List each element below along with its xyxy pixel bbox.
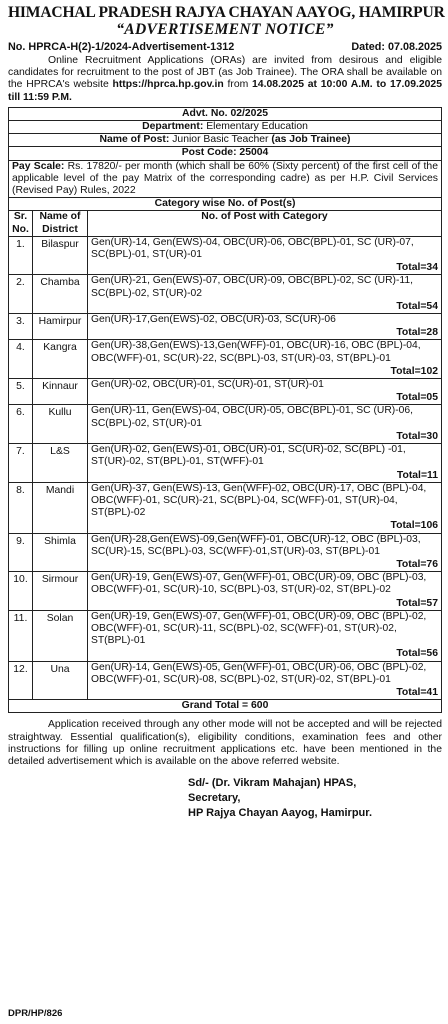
column-header-district: Name of District <box>33 211 88 236</box>
table-row <box>9 405 442 444</box>
row-categories: Gen(UR)-02, Gen(EWS)-01, OBC(UR)-01, SC(UR)-02, SC(BPL) -01, ST(UR)-02, ST(BPL)-01, ST(WFF)-01 <box>91 444 406 468</box>
row-posts-cell <box>88 661 442 700</box>
reference-number: No. HPRCA-H(2)-1/2024-Advertisement-1312 <box>8 41 235 53</box>
table-row <box>9 444 442 483</box>
row-district: Kinnaur <box>33 379 88 405</box>
column-header-posts: No. of Post with Category <box>88 211 442 236</box>
row-sr-number: 4. <box>9 340 33 379</box>
column-header-sr: Sr. No. <box>9 211 33 236</box>
row-sr-number: 8. <box>9 482 33 533</box>
row-categories: Gen(UR)-38,Gen(EWS)-13,Gen(WFF)-01, OBC(UR)-16, OBC (BPL)-04, OBC(WFF)-01, SC(UR)-22, SC(BPL)-03, ST(UR)-03, ST(BPL)-01 <box>91 340 421 364</box>
intro-text-from: from <box>223 79 253 91</box>
table-row <box>9 572 442 611</box>
advt-number-row <box>9 107 442 120</box>
intro-text: Online Recruitment Applications (ORAs) are invited from desirous and eligible candidates for recruitment to the post of JBT (as Job Trainee). The ORA shall be available on the HPRCA's website <box>8 55 442 91</box>
row-posts-cell <box>88 236 442 275</box>
row-posts-cell <box>88 379 442 405</box>
pay-scale-row <box>9 160 442 198</box>
row-district: Sirmour <box>33 572 88 611</box>
row-posts-cell <box>88 314 442 340</box>
table-row <box>9 379 442 405</box>
post-code: Post Code: 25004 <box>9 147 442 160</box>
post-suffix: (as Job Trainee) <box>271 134 351 146</box>
table-row <box>9 340 442 379</box>
row-categories: Gen(UR)-19, Gen(EWS)-07, Gen(WFF)-01, OBC(UR)-09, OBC (BPL)-03, OBC(WFF)-01, SC(UR)-10, SC(BPL)-03, ST(UR)-02, ST(BPL)-02 <box>91 572 427 596</box>
row-total: Total=57 <box>396 597 438 609</box>
department-value: Elementary Education <box>206 121 308 133</box>
signatory-name: Sd/- (Dr. Vikram Mahajan) HPAS, <box>188 777 357 790</box>
post-label: Name of Post: <box>99 134 173 146</box>
grand-total: Grand Total = 600 <box>9 700 442 713</box>
row-categories: Gen(UR)-28,Gen(EWS)-09,Gen(WFF)-01, OBC(UR)-12, OBC (BPL)-03, SC(UR)-15, SC(BPL)-03, SC(WFF)-01,ST(UR)-03, ST(BPL)-01 <box>91 533 421 557</box>
table-row <box>9 314 442 340</box>
post-code-row <box>9 147 442 160</box>
row-district: Mandi <box>33 482 88 533</box>
row-district: Bilaspur <box>33 236 88 275</box>
row-total: Total=102 <box>390 365 438 377</box>
post-name-row <box>9 134 442 147</box>
row-categories: Gen(UR)-11, Gen(EWS)-04, OBC(UR)-05, OBC(BPL)-01, SC (UR)-06, SC(BPL)-02, ST(UR)-01 <box>91 405 413 429</box>
row-sr-number: 1. <box>9 236 33 275</box>
row-sr-number: 2. <box>9 275 33 314</box>
row-total: Total=11 <box>396 469 438 481</box>
row-total: Total=34 <box>396 262 438 274</box>
table-row <box>9 533 442 572</box>
pay-scale-text: Rs. 17820/- per month (which shall be 60% (Sixty percent) of the first cell of the applicable level of the pay Matrix of the corresponding cadre) as per H.P. Civil Services (Revised Pay) Rules, 2022 <box>12 160 438 197</box>
row-categories: Gen(UR)-14, Gen(EWS)-05, Gen(WFF)-01, OBC(UR)-06, OBC (BPL)-02, OBC(WFF)-01, SC(UR)-08, SC(BPL)-02, ST(UR)-02, ST(BPL)-01 <box>91 661 427 685</box>
row-district: Chamba <box>33 275 88 314</box>
row-district: Hamirpur <box>33 314 88 340</box>
signatory-title: Secretary, <box>188 792 241 805</box>
row-posts-cell <box>88 405 442 444</box>
department-row <box>9 121 442 134</box>
row-total: Total=05 <box>396 392 438 404</box>
row-sr-number: 12. <box>9 661 33 700</box>
department-label: Department: <box>142 121 207 133</box>
notice-title: “ADVERTISEMENT NOTICE” <box>116 21 334 38</box>
row-district: Una <box>33 661 88 700</box>
row-categories: Gen(UR)-14, Gen(EWS)-04, OBC(UR)-06, OBC(BPL)-01, SC (UR)-07, SC(BPL)-01, ST(UR)-01 <box>91 236 414 261</box>
row-posts-cell <box>88 275 442 314</box>
notice-date: Dated: 07.08.2025 <box>351 41 442 53</box>
category-heading-row <box>9 198 442 211</box>
row-district: Shimla <box>33 533 88 572</box>
table-row <box>9 275 442 314</box>
row-total: Total=76 <box>396 558 438 570</box>
table-row <box>9 236 442 275</box>
row-district: Kullu <box>33 405 88 444</box>
grand-total-row <box>9 700 442 713</box>
row-district: L&S <box>33 444 88 483</box>
row-sr-number: 9. <box>9 533 33 572</box>
application-period: 14.08.2025 at 10:00 A.M. to 17.09.2025 till 11:59 P.M. <box>8 79 442 103</box>
website-link[interactable]: https://hprca.hp.gov.in <box>112 79 224 91</box>
row-categories: Gen(UR)-02, OBC(UR)-01, SC(UR)-01, ST(UR)-01 <box>91 379 324 391</box>
post-value: Junior Basic Teacher <box>172 134 272 146</box>
table-row <box>9 661 442 700</box>
row-posts-cell <box>88 533 442 572</box>
category-heading: Category wise No. of Post(s) <box>9 198 442 211</box>
org-title: HIMACHAL PRADESH RAJYA CHAYAN AAYOG, HAMIRPUR <box>8 4 445 21</box>
row-posts-cell <box>88 482 442 533</box>
row-total: Total=54 <box>396 300 438 312</box>
pay-scale-label: Pay Scale: <box>12 160 68 172</box>
row-total: Total=106 <box>390 520 438 532</box>
row-total: Total=56 <box>396 648 438 660</box>
row-posts-cell <box>88 610 442 661</box>
reference-line <box>8 40 442 54</box>
footer-paragraph: Application received through any other mode will not be accepted and will be rejected straightway. Essential qualification(s), eligibility conditions, examination fees and other instructions for filling up online recruitment applications etc. have been mentioned in the detailed advertisement which is available on the above referred website. <box>8 719 442 767</box>
row-sr-number: 10. <box>9 572 33 611</box>
row-district: Kangra <box>33 340 88 379</box>
row-posts-cell <box>88 572 442 611</box>
row-categories: Gen(UR)-19, Gen(EWS)-07, Gen(WFF)-01, OBC(UR)-09, OBC (BPL)-02, OBC(WFF)-01, SC(UR)-11, SC(BPL)-02, SC(WFF)-01, ST(UR)-02, ST(BPL)-01 <box>91 610 427 647</box>
table-row <box>9 482 442 533</box>
vacancy-table <box>8 107 442 714</box>
row-sr-number: 11. <box>9 610 33 661</box>
row-categories: Gen(UR)-21, Gen(EWS)-07, OBC(UR)-09, OBC(BPL)-02, SC (UR)-11, SC(BPL)-02, ST(UR)-02 <box>91 275 413 299</box>
dpr-number: DPR/HP/826 <box>8 1007 63 1019</box>
row-posts-cell <box>88 444 442 483</box>
row-total: Total=30 <box>396 430 438 442</box>
signature-block <box>188 776 442 821</box>
row-sr-number: 7. <box>9 444 33 483</box>
row-district: Solan <box>33 610 88 661</box>
advt-number: Advt. No. 02/2025 <box>9 107 442 120</box>
row-sr-number: 5. <box>9 379 33 405</box>
row-categories: Gen(UR)-17,Gen(EWS)-02, OBC(UR)-03, SC(UR)-06 <box>91 314 336 326</box>
row-sr-number: 3. <box>9 314 33 340</box>
row-total: Total=41 <box>396 686 438 698</box>
row-sr-number: 6. <box>9 405 33 444</box>
row-total: Total=28 <box>396 327 438 339</box>
column-header-row <box>9 211 442 236</box>
signatory-org: HP Rajya Chayan Aayog, Hamirpur. <box>188 807 373 820</box>
row-posts-cell <box>88 340 442 379</box>
table-row <box>9 610 442 661</box>
row-categories: Gen(UR)-37, Gen(EWS)-13, Gen(WFF)-02, OBC(UR)-17, OBC (BPL)-04, OBC(WFF)-01, SC(UR)-21, SC(BPL)-04, SC(WFF)-01, ST(UR)-04, ST(BPL)-02 <box>91 482 427 519</box>
intro-paragraph <box>8 55 442 104</box>
